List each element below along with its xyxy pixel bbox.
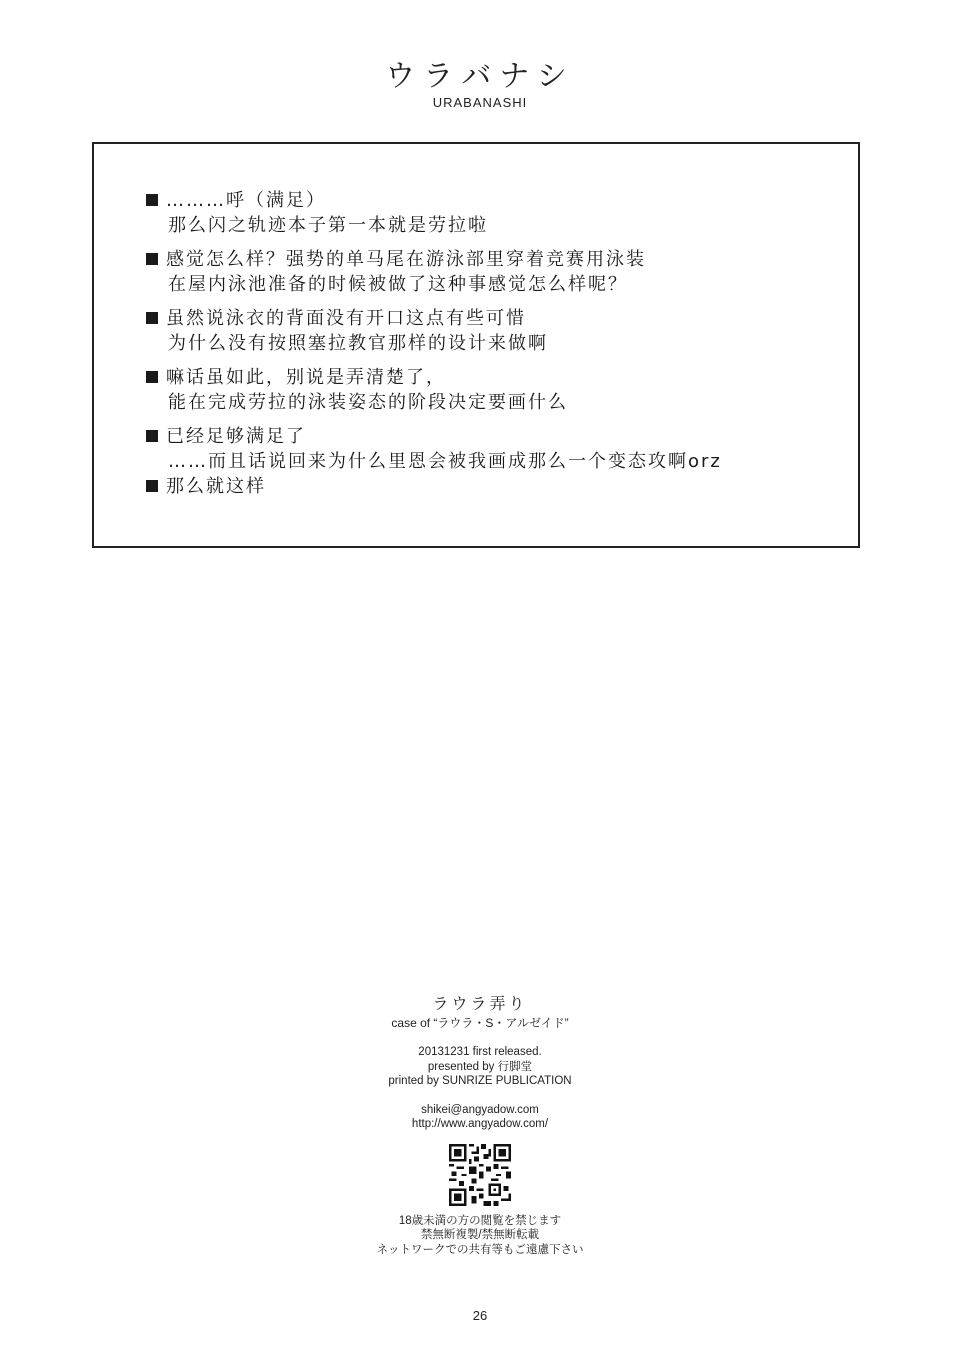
entry [146,306,836,356]
page-subtitle: URABANASHI [432,95,528,110]
bullet-icon [146,194,158,206]
release-date: 20131231 first released. [418,1046,542,1058]
book-case: case of “ラウラ・S・アルゼイド” [391,1016,569,1030]
sharing-restriction-notice: ネットワークでの共有等もご遠慮下さい [376,1243,584,1256]
printed-by: printed by SUNRIZE PUBLICATION [388,1075,572,1087]
entry-line: 能在完成劳拉的泳装姿态的阶段决定要画什么 [168,392,568,413]
qr-code-icon [449,1144,511,1206]
website-url: http://www.angyadow.com/ [411,1118,549,1130]
entry-line: ………呼（满足） [166,190,326,211]
colophon [0,995,960,1257]
entry-line: 感觉怎么样？强势的单马尾在游泳部里穿着竞赛用泳装 [166,249,646,270]
bullet-icon [146,253,158,265]
entry-line: ……而且话说回来为什么里恩会被我画成那么一个变态攻啊orz [168,451,722,472]
presented-by: presented by 行脚堂 [427,1060,533,1073]
page-title: ウラバナシ [385,59,575,94]
bullet-icon [146,312,158,324]
entry-line: 虽然说泳衣的背面没有开口这点有些可惜 [166,308,526,329]
bullet-icon [146,371,158,383]
page-number: 26 [472,1308,488,1323]
entry-line: 嘛话虽如此，别说是弄清楚了， [166,367,446,388]
afterword-entries [146,188,836,508]
entry-line: 那么闪之轨迹本子第一本就是劳拉啦 [168,215,488,236]
entry [146,474,836,499]
entry [146,188,836,238]
book-title: ラウラ弄り [432,996,528,1013]
copy-restriction-notice: 禁無断複製/禁無断転載 [420,1229,540,1241]
entry-line: 已经足够满足了 [166,426,306,447]
bullet-icon [146,430,158,442]
afterword-box [92,142,860,548]
entry-line: 那么就这样 [166,476,266,497]
entry-line: 为什么没有按照塞拉教官那样的设计来做啊 [168,333,548,354]
bullet-icon [146,480,158,492]
page-header [0,60,960,110]
contact-email: shikei@angyadow.com [421,1103,539,1116]
age-restriction-notice: 18歳未満の方の閲覧を禁じます [398,1214,562,1227]
entry [146,247,836,297]
entry [146,424,836,474]
entry-line: 在屋内泳池准备的时候被做了这种事感觉怎么样呢？ [168,274,628,295]
entry [146,365,836,415]
